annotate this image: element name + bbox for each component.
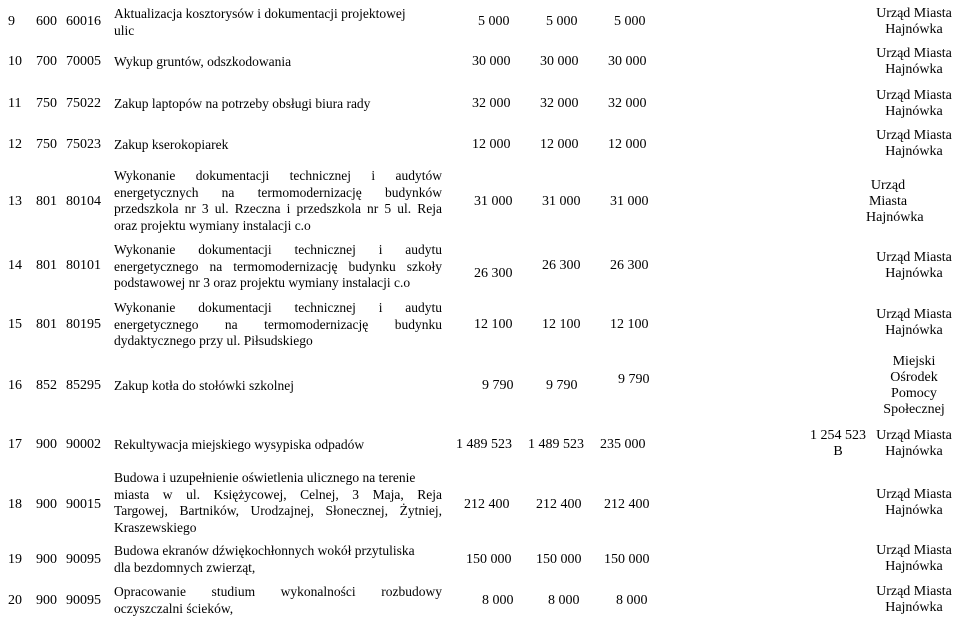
value-3: 31 000 xyxy=(610,194,649,209)
description: Wykup gruntów, odszkodowania xyxy=(114,54,292,69)
value-3: 30 000 xyxy=(608,54,647,69)
value-total: 12 000 xyxy=(472,137,511,152)
dzial: 900 xyxy=(36,497,57,512)
description: Zakup laptopów na potrzeby obsługi biura rady xyxy=(114,96,371,111)
unit: Urząd Miasta Hajnówka xyxy=(876,543,952,574)
row-number: 13 xyxy=(8,194,22,209)
value-2: 26 300 xyxy=(542,258,581,273)
value-2: 12 000 xyxy=(540,137,579,152)
value-2: 32 000 xyxy=(540,96,579,111)
unit: Urząd Miasta Hajnówka xyxy=(876,88,952,119)
description: Aktualizacja kosztorysów i dokumentacji projektowej ulic xyxy=(114,6,406,38)
value-total: 5 000 xyxy=(478,14,510,29)
value-2: 212 400 xyxy=(536,497,582,512)
value-total: 26 300 xyxy=(474,266,513,281)
rozdzial: 70005 xyxy=(66,54,101,69)
row-number: 19 xyxy=(8,552,22,567)
row-number: 17 xyxy=(8,437,22,452)
rozdzial: 90015 xyxy=(66,497,101,512)
description: Budowa i uzupełnienie oświetlenia ulicznego na terenie miasta w ul. Księżycowej, Celnej, 3 Maja, Reja Targowej, Bartników, Urodzajnej, Słonecznej, Żytniej, Kraszewskiego xyxy=(114,470,442,535)
value-2: 9 790 xyxy=(546,378,578,393)
row-number: 18 xyxy=(8,497,22,512)
rozdzial: 80195 xyxy=(66,317,101,332)
description: Budowa ekranów dźwiękochłonnych wokół przytuliska dla bezdomnych zwierząt, xyxy=(114,543,415,575)
row-number: 9 xyxy=(8,14,15,29)
value-total: 8 000 xyxy=(482,593,514,608)
value-total: 9 790 xyxy=(482,378,514,393)
value-3: 212 400 xyxy=(604,497,650,512)
value-total: 212 400 xyxy=(464,497,510,512)
value-3: 5 000 xyxy=(614,14,646,29)
description: Wykonanie dokumentacji technicznej i audytu energetycznego na termomodernizację budynku dydaktycznego przy ul. Piłsudskiego xyxy=(114,300,442,348)
unit: Urząd Miasta Hajnówka xyxy=(876,584,952,615)
value-3: 235 000 xyxy=(600,437,646,452)
row-number: 12 xyxy=(8,137,22,152)
rozdzial: 80104 xyxy=(66,194,101,209)
rozdzial: 75022 xyxy=(66,96,101,111)
value-2: 1 489 523 xyxy=(528,437,584,452)
value-3: 26 300 xyxy=(610,258,649,273)
unit: Urząd Miasta Hajnówka xyxy=(876,6,952,37)
value-total: 1 489 523 xyxy=(456,437,512,452)
value-3: 12 100 xyxy=(610,317,649,332)
row-number: 20 xyxy=(8,593,22,608)
rozdzial: 85295 xyxy=(66,378,101,393)
dzial: 801 xyxy=(36,194,57,209)
value-2: 30 000 xyxy=(540,54,579,69)
dzial: 801 xyxy=(36,317,57,332)
description: Wykonanie dokumentacji technicznej i audytów energetycznych na termomodernizację budynków przedszkola nr 3 ul. Rzeczna i przedszkola nr 5 ul. Reja oraz projektu wymiany instalacji c.o xyxy=(114,168,442,233)
unit: Urząd Miasta Hajnówka xyxy=(866,178,924,225)
row-number: 16 xyxy=(8,378,22,393)
unit: Urząd Miasta Hajnówka xyxy=(876,487,952,518)
value-3: 150 000 xyxy=(604,552,650,567)
unit: Urząd Miasta Hajnówka xyxy=(876,46,952,77)
rozdzial: 75023 xyxy=(66,137,101,152)
value-2: 5 000 xyxy=(546,14,578,29)
value-3: 8 000 xyxy=(616,593,648,608)
dzial: 801 xyxy=(36,258,57,273)
value-3: 12 000 xyxy=(608,137,647,152)
description: Zakup kserokopiarek xyxy=(114,137,229,152)
value-3: 9 790 xyxy=(618,372,650,387)
dzial: 750 xyxy=(36,137,57,152)
value-total: 12 100 xyxy=(474,317,513,332)
row-number: 10 xyxy=(8,54,22,69)
description: Zakup kotła do stołówki szkolnej xyxy=(114,378,294,393)
description: Wykonanie dokumentacji technicznej i audytu energetycznego na termomodernizację budynku szkoły podstawowej nr 3 oraz projektu wymiany instalacji c.o xyxy=(114,242,442,290)
value-2: 8 000 xyxy=(548,593,580,608)
value-3: 32 000 xyxy=(608,96,647,111)
dzial: 900 xyxy=(36,552,57,567)
value-2: 12 100 xyxy=(542,317,581,332)
dzial: 900 xyxy=(36,437,57,452)
rozdzial: 90095 xyxy=(66,593,101,608)
value-4: 1 254 523 B xyxy=(810,428,866,459)
description: Opracowanie studium wykonalności rozbudowy oczyszczalni ścieków, xyxy=(114,584,442,616)
value-total: 32 000 xyxy=(472,96,511,111)
dzial: 900 xyxy=(36,593,57,608)
row-number: 14 xyxy=(8,258,22,273)
rozdzial: 60016 xyxy=(66,14,101,29)
dzial: 852 xyxy=(36,378,57,393)
value-2: 31 000 xyxy=(542,194,581,209)
value-total: 30 000 xyxy=(472,54,511,69)
dzial: 600 xyxy=(36,14,57,29)
rozdzial: 90095 xyxy=(66,552,101,567)
row-number: 15 xyxy=(8,317,22,332)
rozdzial: 80101 xyxy=(66,258,101,273)
description: Rekultywacja miejskiego wysypiska odpadów xyxy=(114,437,365,452)
dzial: 750 xyxy=(36,96,57,111)
row-number: 11 xyxy=(8,96,22,111)
value-total: 31 000 xyxy=(474,194,513,209)
value-2: 150 000 xyxy=(536,552,582,567)
unit: Urząd Miasta Hajnówka xyxy=(876,128,952,159)
dzial: 700 xyxy=(36,54,57,69)
unit: Urząd Miasta Hajnówka xyxy=(876,250,952,281)
value-total: 150 000 xyxy=(466,552,512,567)
unit: Urząd Miasta Hajnówka xyxy=(876,428,952,459)
unit: Urząd Miasta Hajnówka xyxy=(876,307,952,338)
unit: Miejski Ośrodek Pomocy Społecznej xyxy=(883,354,945,417)
rozdzial: 90002 xyxy=(66,437,101,452)
